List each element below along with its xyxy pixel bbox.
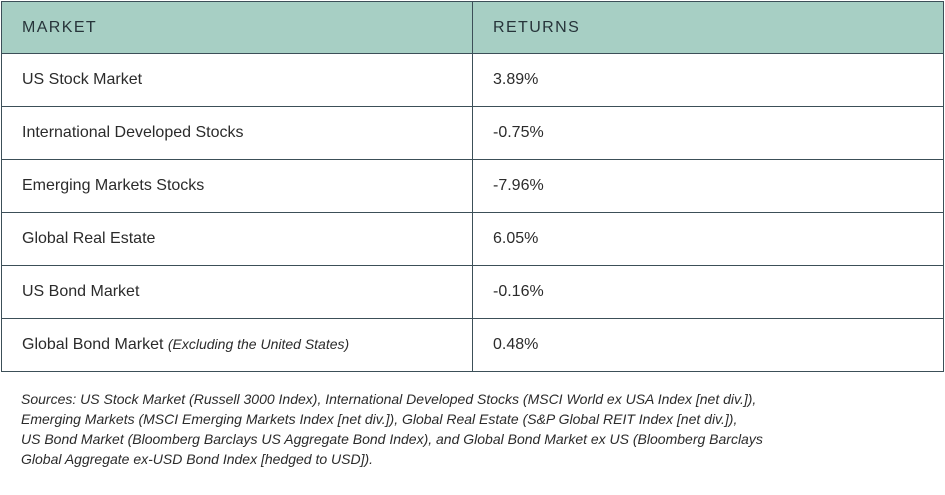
returns-cell: 6.05% <box>473 213 944 266</box>
returns-cell: -7.96% <box>473 160 944 213</box>
returns-cell: 3.89% <box>473 54 944 107</box>
returns-cell: -0.75% <box>473 107 944 160</box>
market-cell <box>2 213 473 266</box>
table-row <box>2 266 944 319</box>
market-name: US Bond Market <box>22 283 140 300</box>
table-header-row <box>2 2 944 54</box>
sources-line: US Bond Market (Bloomberg Barclays US Aggregate Bond Index), and Global Bond Market ex US (Bloomberg Barclays <box>21 431 763 447</box>
market-cell <box>2 266 473 319</box>
table-row <box>2 213 944 266</box>
market-name: Global Real Estate <box>22 230 156 247</box>
table-row <box>2 160 944 213</box>
market-cell <box>2 319 473 372</box>
market-returns-table <box>1 1 944 372</box>
market-cell <box>2 160 473 213</box>
returns-cell: -0.16% <box>473 266 944 319</box>
sources-line: Global Aggregate ex-USD Bond Index [hedged to USD]). <box>21 451 374 467</box>
sources-line: Emerging Markets (MSCI Emerging Markets Index [net div.]), Global Real Estate (S&P Global REIT Index [net div.]), <box>21 411 738 427</box>
market-name: Global Bond Market <box>22 336 164 353</box>
returns-cell: 0.48% <box>473 319 944 372</box>
column-header-returns: RETURNS <box>473 2 944 54</box>
market-name: Emerging Markets Stocks <box>22 177 205 194</box>
sources-line: Sources: US Stock Market (Russell 3000 Index), International Developed Stocks (MSCI World ex USA Index [net div.]), <box>21 391 757 407</box>
table-row <box>2 107 944 160</box>
table-row <box>2 54 944 107</box>
market-cell <box>2 107 473 160</box>
market-cell <box>2 54 473 107</box>
table-row <box>2 319 944 372</box>
market-note: (Excluding the United States) <box>167 336 350 352</box>
column-header-market: MARKET <box>2 2 473 54</box>
market-name: US Stock Market <box>22 71 143 88</box>
sources-footnote <box>21 389 921 469</box>
market-name: International Developed Stocks <box>22 124 244 141</box>
